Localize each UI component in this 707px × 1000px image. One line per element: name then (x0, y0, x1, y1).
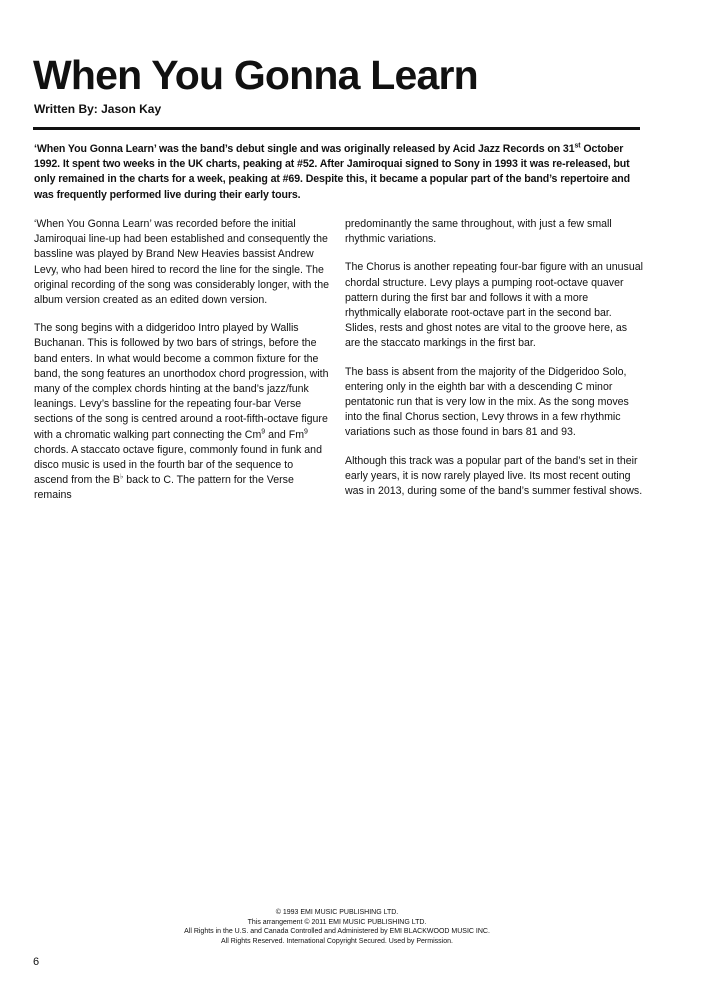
paragraph-text: back to C. The pattern for the Verse remains (34, 474, 294, 502)
paragraph-song-structure (34, 321, 330, 503)
left-column (34, 217, 330, 517)
ordinal-suffix: st (574, 142, 581, 150)
chord-superscript: 9 (304, 428, 308, 436)
copyright-line: All Rights Reserved. International Copyright Secured. Used by Permission. (221, 937, 453, 945)
written-by-credit: Written By: Jason Kay (34, 102, 162, 116)
paragraph-continuation: predominantly the same throughout, with just a few small rhythmic variations. (345, 218, 612, 246)
copyright-line: All Rights in the U.S. and Canada Controlled and Administered by EMI BLACKWOOD MUSIC INC. (184, 928, 490, 935)
paragraph-text: The song begins with a didgeridoo Intro played by Wallis Buchanan. This is followed by two bars of strings, before the band enters. In what would become a common fixture for the band, the song features an unorthodox chord progression, with many of the complex chords hinting at the band’s jazz/funk leanings. Levy’s bassline for the repeating four-bar Verse sections of the song is centred around a root-fifth-octave figure with a chromatic walking part connecting the Cm (34, 322, 329, 441)
header-divider (33, 127, 640, 130)
copyright-line: This arrangement © 2011 EMI MUSIC PUBLISHING LTD. (247, 918, 427, 926)
chord-superscript: 9 (261, 428, 266, 436)
paragraph-didgeridoo-solo: The bass is absent from the majority of the Didgeridoo Solo, entering only in the eighth bar with a descending C minor pentatonic run that is very low in the mix. As the song moves into the final Chorus section, Levy throws in a few rhythmic variations such as those found in bars 81 and 93. (345, 365, 629, 439)
song-title: When You Gonna Learn (33, 52, 478, 98)
intro-text-part1: ‘When You Gonna Learn’ was the band’s debut single and was originally released by Acid Jazz Records on 31 (34, 143, 575, 155)
paragraph-chorus: The Chorus is another repeating four-bar figure with an unusual chordal structure. Levy plays a pumping root-octave quaver pattern during the first bar and follows it with a more rhythmically elaborate root-octave part in the second bar. Slides, rests and ghost notes are vital to the groove here, as are the staccato markings in the first bar. (345, 261, 643, 350)
paragraph-text: chords. A staccato octave figure, commonly found in funk and disco music is used in the fourth bar of the sequence to ascend from the B (34, 443, 322, 487)
page-number: 6 (33, 956, 40, 968)
paragraph-text: and Fm (265, 428, 305, 441)
paragraph-recording: ‘When You Gonna Learn’ was recorded before the initial Jamiroquai line-up had been established and consequently the bassline was played by Brand New Heavies bassist Andrew Levy, who had been hired to record the line for the single. The original recording of the song was considerably longer, with the album version created as an edited down version. (34, 218, 330, 307)
copyright-line: © 1993 EMI MUSIC PUBLISHING LTD. (275, 909, 399, 916)
copyright-notice (0, 908, 674, 946)
flat-symbol: ♭ (119, 473, 124, 481)
right-column (345, 217, 643, 512)
intro-text-part2: October 1992. It spent two weeks in the UK charts, peaking at #52. After Jamiroquai signed to Sony in 1993 it was re-released, but only remained in the charts for a week, peaking at #69. Despite this, it became a popular part of the band’s repertoire and was frequently performed live during their early tours. (34, 143, 631, 201)
paragraph-live-history: Although this track was a popular part of the band’s set in their early years, it is now rarely played live. Its most recent outing was in 2013, during some of the band’s summer festival shows. (345, 454, 643, 498)
intro-paragraph (34, 142, 644, 203)
